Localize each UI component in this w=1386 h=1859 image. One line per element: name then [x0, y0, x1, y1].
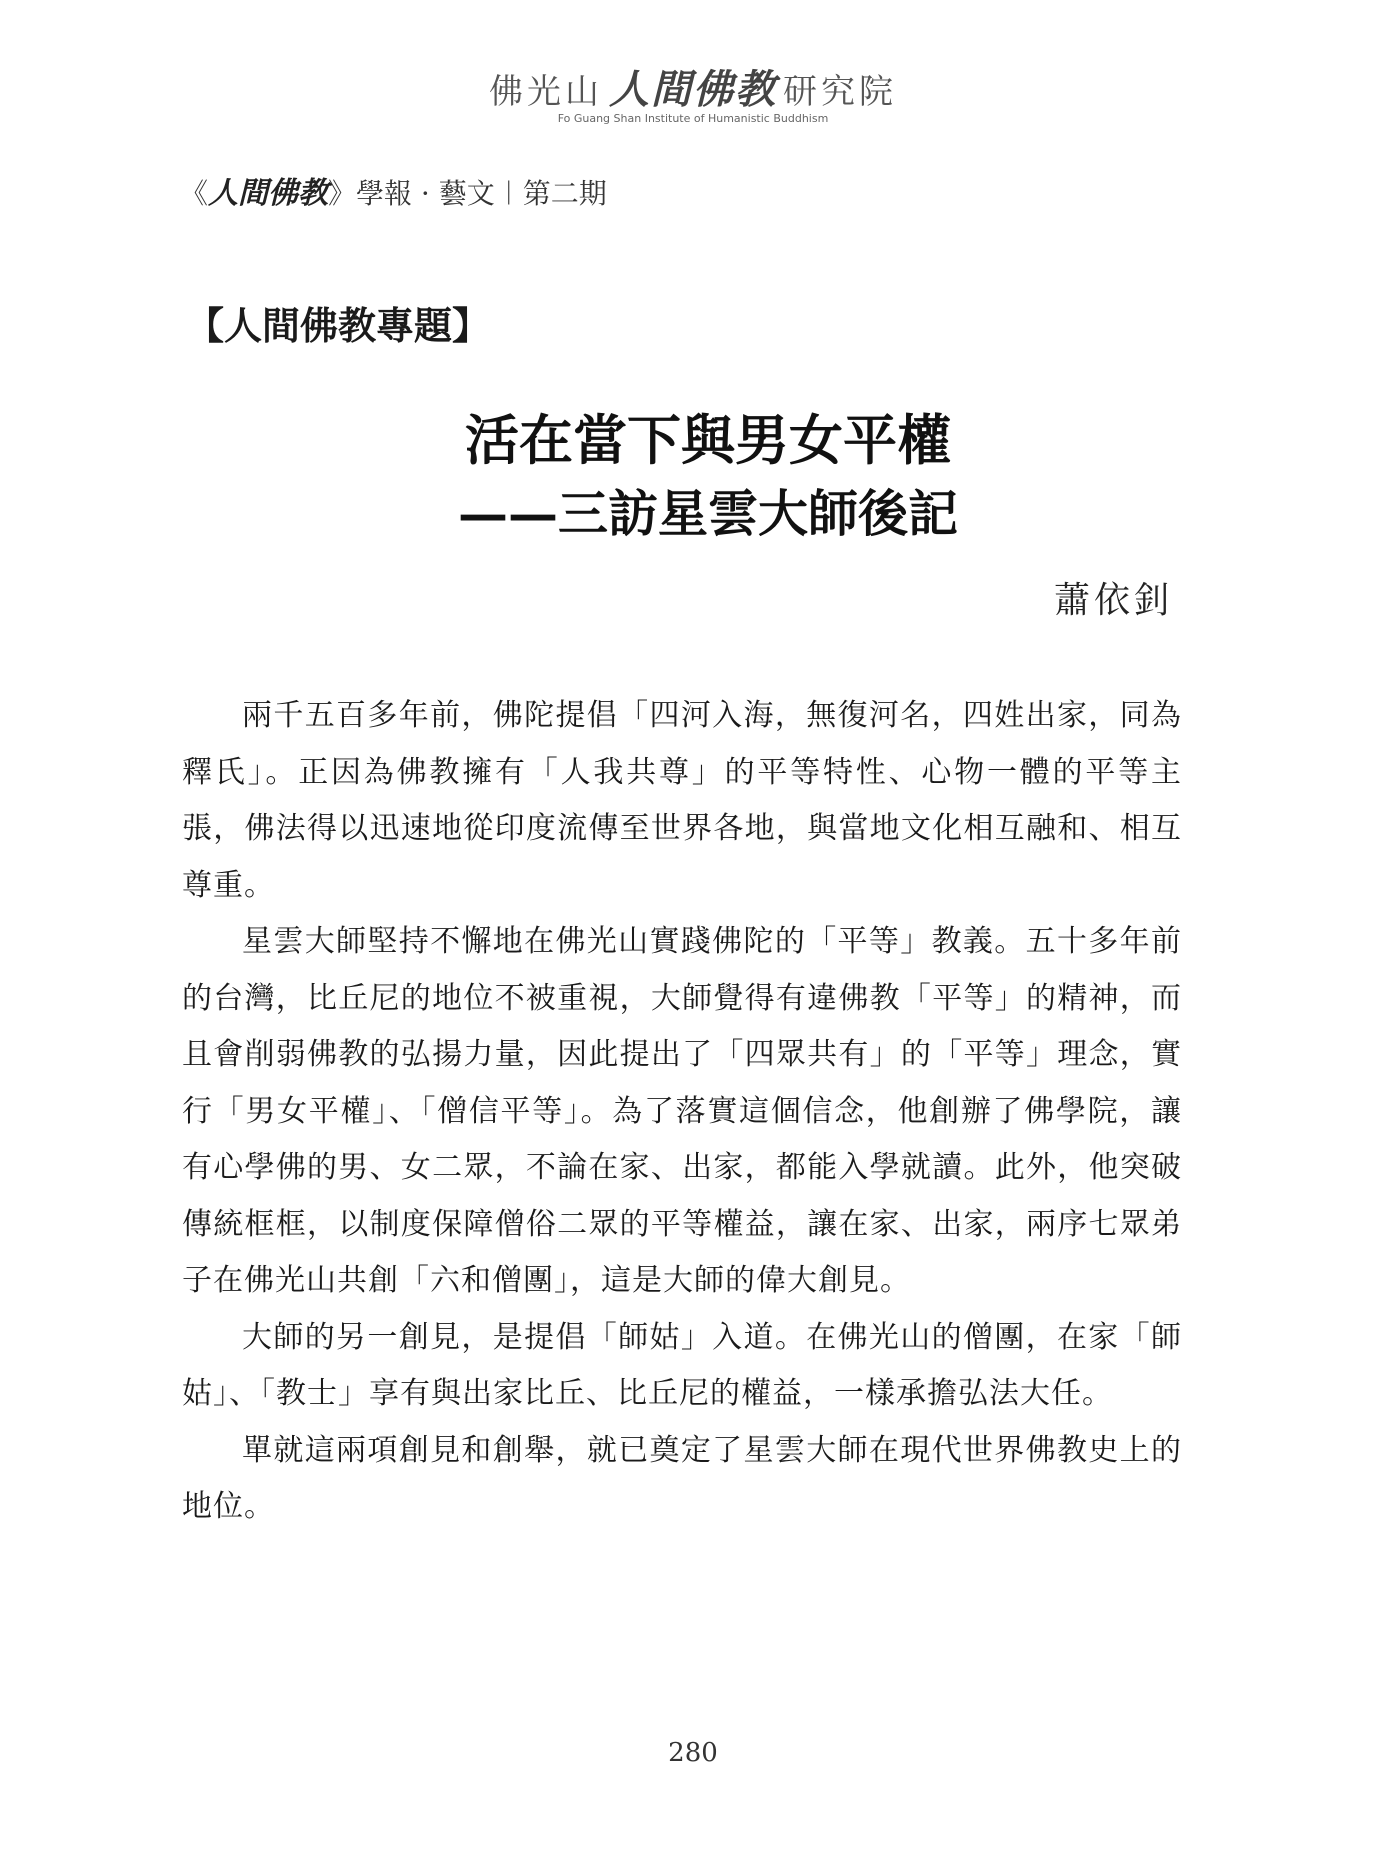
journal-running-header	[180, 168, 607, 212]
article-title: 活在當下與男女平權	[465, 408, 951, 472]
article-body	[182, 688, 1182, 1536]
logo-right-text: 研究院	[783, 72, 897, 112]
paragraph: 兩千五百多年前，佛陀提倡「四河入海，無復河名，四姓出家，同為釋氏」。正因為佛教擁有「人我共尊」的平等特性、心物一體的平等主張，佛法得以迅速地從印度流傳至世界各地，與當地文化相互融和、相互尊重。	[182, 698, 1182, 903]
paragraph: 單就這兩項創見和創舉，就已奠定了星雲大師在現代世界佛教史上的地位。	[182, 1432, 1182, 1524]
journal-brand: 人間佛教	[208, 176, 329, 211]
institute-logo	[0, 58, 1386, 115]
article-subtitle: ——三訪星雲大師後記	[458, 484, 958, 543]
logo-left-text: 佛光山	[489, 72, 603, 112]
paragraph: 大師的另一創見，是提倡「師姑」入道。在佛光山的僧團，在家「師姑」、「教士」享有與出家比丘、比丘尼的權益，一樣承擔弘法大任。	[182, 1319, 1182, 1411]
logo-brand-text: 人間佛教	[609, 66, 777, 113]
journal-issue: 》學報 · 藝文︱第二期	[328, 177, 607, 210]
page-number: 280	[668, 1738, 718, 1768]
logo-subtitle: Fo Guang Shan Institute of Humanistic Buddhism	[557, 112, 829, 125]
paragraph: 星雲大師堅持不懈地在佛光山實踐佛陀的「平等」教義。五十多年前的台灣，比丘尼的地位不被重視，大師覺得有違佛教「平等」的精神，而且會削弱佛教的弘揚力量，因此提出了「四眾共有」的「平等」理念，實行「男女平權」、「僧信平等」。為了落實這個信念，他創辦了佛學院，讓有心學佛的男、女二眾，不論在家、出家，都能入學就讀。此外，他突破傳統框框，以制度保障僧俗二眾的平等權益，讓在家、出家，兩序七眾弟子在佛光山共創「六和僧團」，這是大師的偉大創見。	[182, 924, 1182, 1298]
article-author: 蕭依釗	[1053, 580, 1174, 621]
section-tag: 【人間佛教專題】	[186, 303, 491, 348]
journal-open-bracket: 《	[180, 177, 209, 210]
